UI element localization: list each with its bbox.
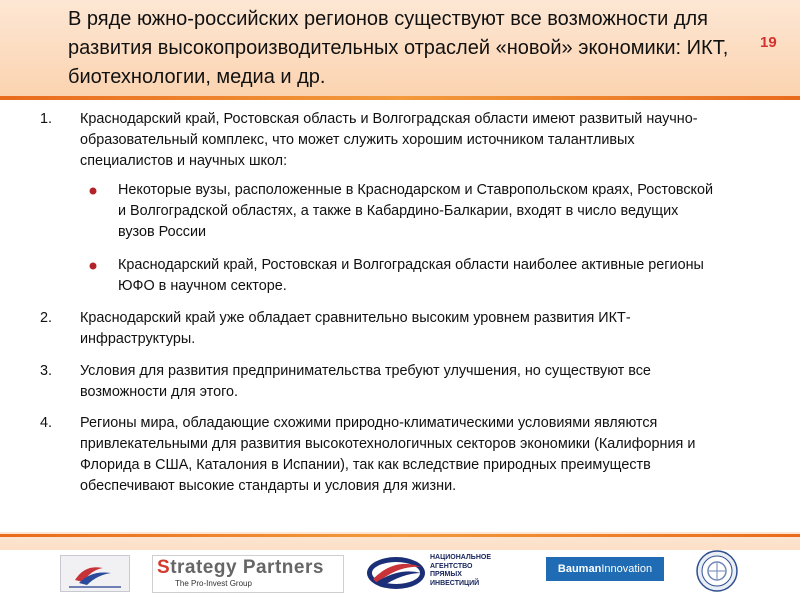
slide-body (0, 100, 800, 530)
napi-logo (365, 553, 525, 593)
list-item-number: 2. (40, 310, 53, 326)
napi-emblem-icon (365, 553, 427, 593)
list-item-text: Условия для развития предпринимательства требуют улучшения, но существуют все возможности для этого. (80, 363, 651, 400)
list-item-text: Регионы мира, обладающие схожими природно-климатическими условиями являются привлекательными для развития высокотехнологичных секторов экономики (Калифорния и Флорида в США, Каталония в Испании), так как вследствие природных преимуществ обеспечивают высокие стандарты и условия для жизни. (80, 415, 696, 494)
strategy-partners-wordmark: Strategy Partners (157, 557, 324, 578)
bauman-innovation-logo: BaumanInnovation (546, 557, 664, 581)
partner-emblem-icon (61, 556, 129, 591)
bullet-dot-icon (88, 186, 98, 196)
sub-bullet-text: Краснодарский край, Ростовская и Волгоградская области наиболее активные регионы ЮФО в научном секторе. (118, 257, 704, 294)
university-seal-logo (696, 550, 738, 592)
slide-title: В ряде южно-российских регионов существуют все возможности для развития высокопроизводительных отраслей «новой» экономики: ИКТ, биотехнологии, медиа и др. (68, 8, 729, 88)
list-item-number: 1. (40, 111, 53, 127)
list-item-text: Краснодарский край уже обладает сравнительно высоким уровнем развития ИКТ-инфраструктуры. (80, 310, 631, 347)
slide-header (0, 0, 800, 96)
bullet-dot-icon (88, 261, 98, 271)
footer-divider (0, 534, 800, 537)
seal-emblem-icon (696, 550, 738, 592)
partner-logo-1 (60, 555, 130, 592)
list-item-number: 3. (40, 363, 53, 379)
list-item-number: 4. (40, 415, 53, 431)
napi-wordmark: НАЦИОНАЛЬНОЕ АГЕНТСТВО ПРЯМЫХ ИНВЕСТИЦИЙ (430, 554, 492, 587)
list-item-text: Краснодарский край, Ростовская область и Волгоградская области имеют развитый научно-образовательный комплекс, что может служить хорошим источником талантливых специалистов и научных школ: (80, 111, 698, 169)
strategy-partners-logo (152, 555, 344, 593)
page-number: 19 (760, 34, 777, 51)
strategy-partners-subtitle: The Pro-Invest Group (175, 579, 252, 588)
sub-bullet-text: Некоторые вузы, расположенные в Краснодарском и Ставропольском краях, Ростовской и Волгоградской областях, а также в Кабардино-Балкарии, входят в число ведущих вузов России (118, 182, 714, 240)
